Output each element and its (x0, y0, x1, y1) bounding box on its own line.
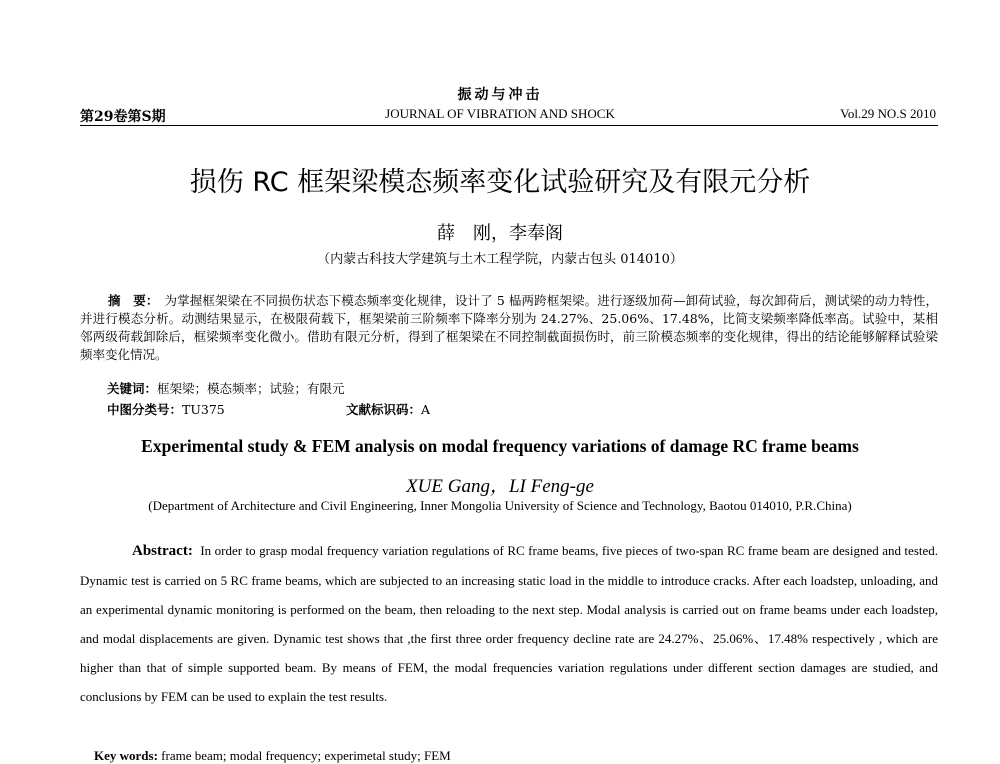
affiliation-cn: （内蒙古科技大学建筑与土木工程学院，内蒙古包头 014010） (317, 252, 683, 267)
paper-title-en: Experimental study & FEM analysis on modal frequency variations of damage RC frame beams (141, 436, 859, 456)
keywords-en-text: frame beam; modal frequency; experimetal study; FEM (161, 748, 451, 763)
classification-cn-label: 中图分类号： (107, 402, 183, 417)
abstract-en (80, 536, 938, 711)
abstract-en-label: Abstract: (132, 543, 193, 559)
volume-issue-en: Vol.29 NO.S 2010 (840, 106, 936, 121)
doc-code-cn-label: 文献标识码： (346, 402, 422, 417)
doc-code-cn-text: A (421, 402, 431, 417)
keywords-cn-label: 关键词： (107, 381, 158, 396)
authors-en: XUE Gang，LI Feng-ge (406, 476, 594, 497)
keywords-cn (107, 379, 345, 397)
paper-title-cn: 损伤 RC 框架梁模态频率变化试验研究及有限元分析 (189, 167, 811, 198)
abstract-en-text: In order to grasp modal frequency variation regulations of RC frame beams, five pieces of two-span RC frame beam are designed and tested. Dynamic test is carried on 5 RC frame beams, which are subjected to an increasing static load in the middle to introduce cracks. After each loadstep, unloading, and an experimental dynamic monitoring is performed on the beam, then reloading to the next step. Modal analysis is carried out on frame beams under each loadstep, and modal displacements are given. Dynamic test shows that ,the first three order frequency decline rate are 24.27%、25.06%、17.48% respectively , which are higher than that of simple supported beam. By means of FEM, the modal frequencies variation regulations under different section damages are studied, and conclusions by FEM can be used to explain the test results. (80, 543, 939, 704)
abstract-cn-text: 为掌握框架梁在不同损伤状态下模态频率变化规律，设计了 5 榀两跨框架梁。进行逐级加荷—卸荷试验，每次卸荷后，测试梁的动力特性，并进行模态分析。动测结果显示，在极限荷载下，框架梁前三阶频率下降率分别为 24.27%、25.06%、17.48%，比简支梁频率降低率高。试验中，某相邻两级荷载卸除后，框梁频率变化微小。借助有限元分析，得到了框架梁在不同控制截面损伤时，前三阶模态频率的变化规律，得出的结论能够解释试验梁频率变化情况。 (80, 293, 938, 362)
doc-code-cn (346, 400, 430, 418)
authors-cn: 薛 刚，李奉阁 (437, 223, 563, 244)
keywords-cn-text: 框架梁；模态频率；试验；有限元 (157, 381, 345, 396)
keywords-en-label: Key words: (94, 748, 158, 763)
abstract-cn-label: 摘 要： (108, 293, 159, 308)
journal-name-en: JOURNAL OF VIBRATION AND SHOCK (385, 106, 615, 121)
journal-name-cn: 振动与冲击 (457, 87, 543, 103)
abstract-cn (80, 292, 938, 364)
volume-issue-cn: 第29卷第S期 (80, 109, 166, 125)
affiliation-en: (Department of Architecture and Civil Engineering, Inner Mongolia University of Science and Technology, Baotou 014010, P.R.China) (148, 498, 852, 513)
classification-cn-text: TU375 (182, 402, 225, 417)
classification-cn (107, 400, 225, 418)
keywords-en (94, 748, 451, 764)
header-rule (80, 125, 938, 126)
